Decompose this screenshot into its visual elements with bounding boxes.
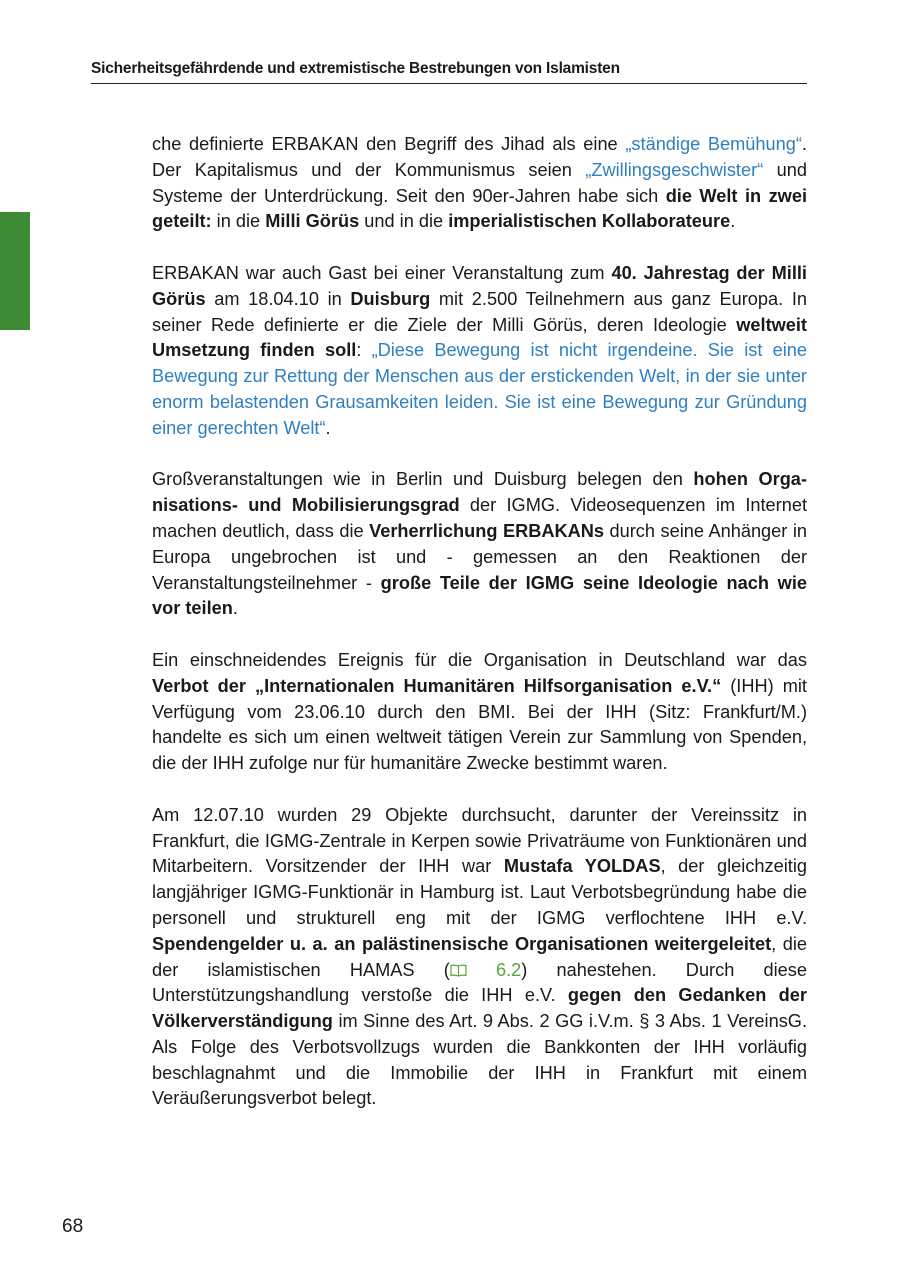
chapter-color-tab (0, 212, 30, 330)
paragraph-2 (152, 261, 807, 442)
text: Großveranstaltungen wie in Berlin und Duisburg belegen den (152, 469, 694, 490)
reference-number: 6.2 (495, 959, 522, 980)
text: durch seine Anhänger in Europa ungebrochen ist und - gemessen an den Reaktionen der Veranstaltungsteilnehmer - (152, 520, 807, 593)
text: in die (211, 211, 266, 232)
emphasis: die Welt in zwei geteilt: (152, 185, 807, 232)
book-icon (450, 964, 467, 977)
emphasis: Milli Görüs (265, 211, 360, 232)
text: . (730, 211, 736, 232)
text: . (232, 598, 238, 619)
text: der IGMG. Videosequenzen im Internet machen deutlich, dass die (152, 495, 808, 541)
text: che definierte ERBAKAN den Begriff des Jihad als eine (152, 134, 626, 154)
text: Ein einschneidendes Ereignis für die Organisation in Deutschland war das (152, 649, 807, 670)
quote: „Zwillingsgeschwister“ (585, 159, 764, 180)
emphasis: Mustafa YOLDAS (503, 856, 661, 877)
text: . (325, 417, 331, 438)
text: ) nahestehen. Durch diese Unterstützungshandlung verstoße die IHH e.V. (152, 959, 807, 1006)
paragraph-1 (152, 132, 807, 235)
emphasis: große Teile der IGMG seine Ideologie nach wie vor teilen (152, 572, 807, 619)
text: und in die (359, 211, 449, 232)
emphasis: Duisburg (350, 288, 431, 309)
quote: „Diese Bewegung ist nicht irgendeine. Sie ist eine Bewegung zur Rettung der Menschen aus der erstickenden Welt, in der sie unter enorm belastenden Grausamkeiten leiden. Sie ist eine Bewegung zur Gründung einer gerechten Welt“ (152, 340, 807, 438)
emphasis: hohen Organisations- und Mobilisierungsgrad (152, 469, 807, 516)
paragraph-4 (152, 648, 807, 777)
text: im Sinne des Art. 9 Abs. 2 GG i.V.m. § 3 Abs. 1 VereinsG. Als Folge des Verbotsvollzugs wurden die Bankkonten der IHH vorläufig beschlagnahmt und die Immobilie der IHH in Frankfurt mit einem Veräußerungsverbot belegt. (152, 1011, 807, 1109)
text: , die der islamistischen HAMAS ( (152, 933, 807, 980)
text: und Systeme der Unterdrückung. Seit den 90er-Jahren habe sich (152, 159, 807, 206)
book-icon-outline (451, 965, 466, 976)
emphasis: Verbot der „Internationalen Humanitären Hilfsorganisation e.V.“ (152, 675, 722, 696)
running-header: Sicherheitsgefährdende und extremistische Bestrebungen von Islamisten (91, 60, 807, 84)
text: ERBAKAN war auch Gast bei einer Veranstaltung zum (152, 262, 612, 283)
paragraph-3 (152, 467, 807, 622)
page-number: 68 (62, 1216, 84, 1237)
emphasis: gegen den Gedanken der Völkerverständigung (152, 985, 807, 1032)
emphasis: Spendengelder u. a. an palästinensische Organisationen weitergeleitet (152, 933, 772, 954)
quote: „ständige Bemühung“ (625, 134, 802, 154)
text: : (356, 340, 372, 361)
text: Am 12.07.10 wurden 29 Objekte durchsucht, darunter der Vereinssitz in Frankfurt, die IGMG-Zentrale in Kerpen sowie Privaträume von Funktionären und Mitarbeitern. Vorsitzender der IHH war (152, 804, 807, 877)
text: am 18.04.10 in (205, 288, 351, 309)
paragraph-5 (152, 803, 807, 1113)
text: (IHH) mit Verfügung vom 23.06.10 durch den BMI. Bei der IHH (Sitz: Frankfurt/M.) handelte es sich um einen weltweit tätigen Verein zur Sammlung von Spenden, die der IHH zufolge nur für humanitäre Zwecke bestimmt waren. (152, 675, 807, 774)
body-text (152, 132, 807, 1138)
cross-reference-link[interactable] (450, 960, 521, 980)
emphasis: Verherrlichung ERBAKANs (369, 520, 605, 541)
text: , der gleichzeitig langjähriger IGMG-Funktionär in Hamburg ist. Laut Verbotsbegründung habe die personell und strukturell eng mit der IGMG verflochtene IHH e.V. (152, 856, 807, 928)
emphasis: imperialistischen Kollaborateure (448, 211, 731, 232)
emphasis: 40. Jahrestag der Milli Görüs (152, 262, 807, 309)
text: mit 2.500 Teilnehmern aus ganz Europa. In seiner Rede definierte er die Ziele der Milli Görüs, deren Ideologie (152, 288, 807, 335)
emphasis: weltweit Umsetzung finden soll (152, 314, 807, 361)
text: . Der Kapitalismus und der Kommunismus seien (152, 134, 807, 180)
